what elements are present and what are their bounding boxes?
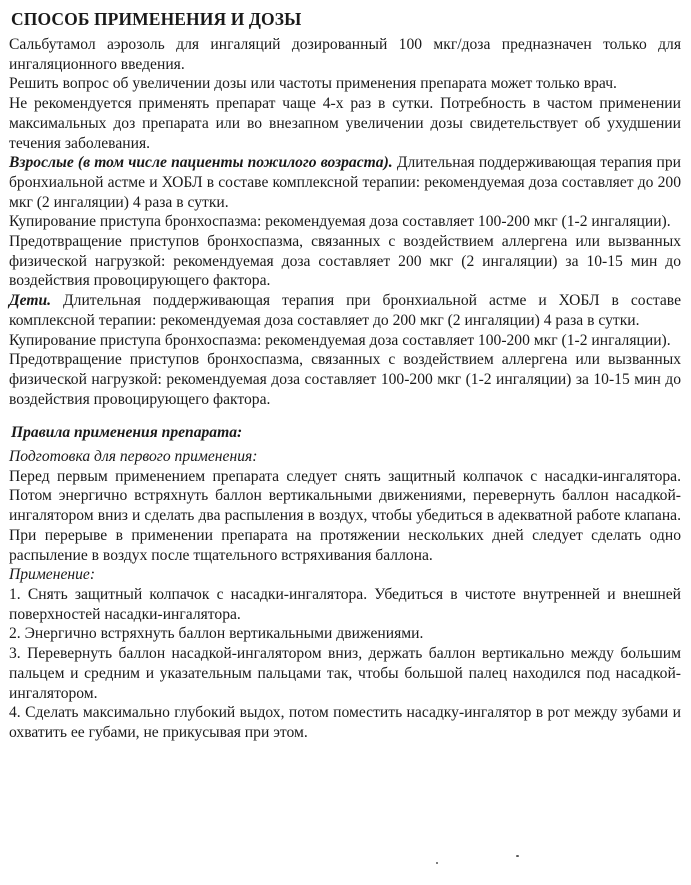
step-item-2: 2. Энергично встряхнуть баллон вертикальными движениями. xyxy=(9,625,424,643)
prep-text: Перед первым применением препарата следует снять защитный колпачок с насадки-ингалятора. Потом энергично встряхнуть баллон вертикальными движениями, перевернуть баллон насадкой-ингалятором вниз и сделать два распыления в воздух, чтобы убедиться в адекватной работе клапана. При перерыве в применении препарата на протяжении нескольких дней следует сделать одно распыление в воздух после тщательного встряхивания баллона. xyxy=(9,467,681,564)
adults-lead: Взрослые (в том числе пациенты пожилого возраста). xyxy=(9,154,393,172)
children-paragraph xyxy=(9,291,681,330)
adults-prevention: Предотвращение приступов бронхоспазма, связанных с воздействием аллергена или вызванных физической нагрузкой: рекомендуемая доза составляет 200 мкг (2 ингаляции) за 10-15 мин до воздействия провоцирующего фактора. xyxy=(9,233,681,290)
scan-speck xyxy=(436,862,438,864)
scan-speck xyxy=(516,855,519,857)
step-item-4: 4. Сделать максимально глубокий выдох, потом поместить насадку-ингалятор в рот между зубами и охватить ее губами, не прикусывая при этом. xyxy=(9,704,681,741)
children-relief: Купирование приступа бронхоспазма: рекомендуемая доза составляет 100-200 мкг (1-2 ингаляции). xyxy=(9,331,671,349)
use-title: Применение: xyxy=(9,566,96,584)
step-item-3: 3. Перевернуть баллон насадкой-ингалятором вниз, держать баллон вертикально между большим пальцем и средним и указательным пальцами так, чтобы большой палец находился под насадкой-ингалятором. xyxy=(9,645,681,702)
adults-block xyxy=(9,153,681,291)
children-block xyxy=(9,291,681,409)
children-prevention: Предотвращение приступов бронхоспазма, связанных с воздействием аллергена или вызванных физической нагрузкой: рекомендуемая доза составляет 100-200 мкг (1-2 ингаляции) за 10-15 мин до воздействия провоцирующего фактора. xyxy=(9,351,681,408)
adults-paragraph xyxy=(9,153,681,212)
adults-text: Длительная поддерживающая терапия при бронхиальной астме и ХОБЛ в составе комплексной терапии: рекомендуемая доза составляет до 200 мкг (2 ингаляции) 4 раза в сутки. xyxy=(9,154,681,211)
rules-title: Правила применения препарата: xyxy=(11,424,243,442)
section-title: СПОСОБ ПРИМЕНЕНИЯ И ДОЗЫ xyxy=(11,9,302,29)
instruction-page xyxy=(9,8,681,743)
intro-paragraph-1: Сальбутамол аэрозоль для ингаляций дозированный 100 мкг/доза предназначен только для ингаляционного введения. xyxy=(9,36,681,73)
adults-relief: Купирование приступа бронхоспазма: рекомендуемая доза составляет 100-200 мкг (1-2 ингаляции). xyxy=(9,213,671,231)
children-lead: Дети. xyxy=(9,292,52,310)
intro-paragraph-2: Решить вопрос об увеличении дозы или частоты применения препарата может только врач. xyxy=(9,75,617,93)
prep-title: Подготовка для первого применения: xyxy=(9,448,258,466)
intro-paragraph-3: Не рекомендуется применять препарат чаще 4-х раз в сутки. Потребность в частом применении максимальных доз препарата или во внезапном увеличении дозы свидетельствует об ухудшении течения заболевания. xyxy=(9,95,681,152)
intro-block xyxy=(9,35,681,153)
step-item-1: 1. Снять защитный колпачок с насадки-ингалятора. Убедиться в чистоте внутренней и внешней поверхностей насадки-ингалятора. xyxy=(9,585,681,623)
rules-block xyxy=(9,447,681,743)
children-text: Длительная поддерживающая терапия при бронхиальной астме и ХОБЛ в составе комплексной терапии: рекомендуемая доза составляет до 200 мкг (2 ингаляции) 4 раза в сутки. xyxy=(9,292,681,329)
